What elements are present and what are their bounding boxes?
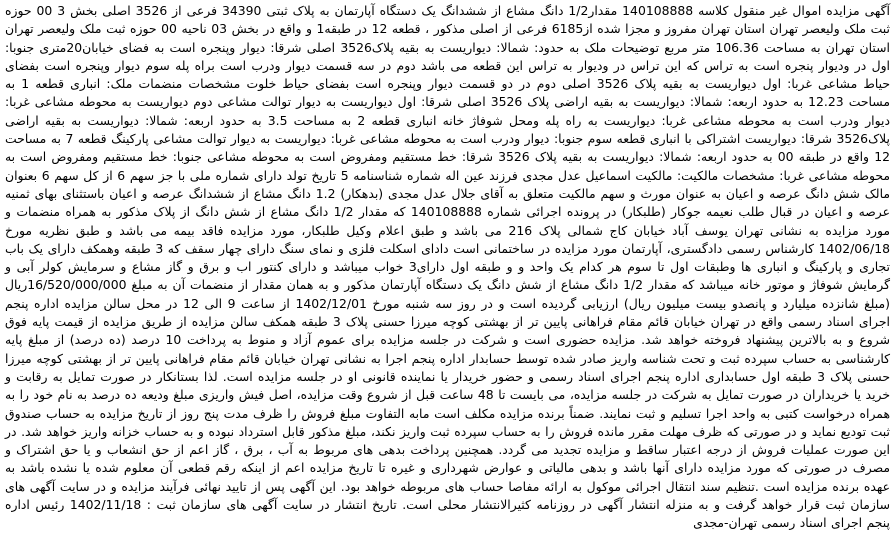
auction-notice-text: آگهی مزایده اموال غیر منقول کلاسه 140108888 مقدار1/2 دانگ مشاع از ششدانگ یک دستگاه آپارتمان به پلاک ثبتی 34390 فرعی از 3526 اصلی بخش 3 00 حوزه ثبت ملک ولیعصر تهران استان تهران مفروز و مجزا شده از6185 فرعی از اصلی مذکور ، قطعه 12 در طبقه1 و واقع در بخش 03 ناحیه 00 حوزه ثبت ملک ولیعصر تهران استان تهران به مساحت 106.36 متر مربع توضیحات ملک به حدود: شمالا: دیواریست به بقیه پلاک3526 اصلی شرقا: دیوار وپنجره است به فضای خیابان20متری جنوبا: اول در ودیوار پنجره است به تراس که این تراس در ودیوار به تراس این قطعه می باشد دوم در سه قسمت دیوار ودرب است براه پله سوم دیوار وپنجره است بفضای حیاط مشاعی غربا: اول دیواریست به بقیه پلاک 3526 اصلی دوم در دو قسمت دیوار وپنجره است بفضای حیاط خلوت مشخصات منضمات ملک: انباری قطعه 1 به مساحت 12.23 به حدود اربعه: شمالا: دیواریست به بقیه اراضی پلاک 3526 اصلی شرقا: اول دیواریست به دیوار توالت مشاعی دوم دیواریست به محوطه مشاعی غربا: دیوار ودرب است به محوطه مشاعی غربا: دیواریست به راه پله ومحل شوفاژ خانه انباری قطعه 2 به مساحت 3.5 به حدود اربعه: شمالا: دیواریست به بقیه اراضی پلاک3526 شرقا: دیواریست اشتراکی با انباری قطعه سوم جنوبا: دیوار ودرب است به محوطه مشاعی غربا: دیواریست به دیوار توالت مشاعی پارکینگ قطعه 7 به مساحت 12 واقع در طبقه 00 به حدود اربعه: شمالا: دیواریست به بقیه پلاک 3526 شرقا: خط مستقیم ومفروض است به محوطه مشاعی جنوبا: خط مستقیم ومفروض است به محوطه مشاعی غربا: مشخصات مالکیت: مالکیت اسماعیل عدل مجدی فرزند عین اله شماره شناسنامه 5 تاریخ تولد دارای شماره ملی با جز سهم 6 از کل سهم 6 بعنوان مالک شش دانگ عرصه و اعیان به عنوان مورث و سهم مالکیت متعلق به آقای جلال عدل مجدی (بدهکار) 1.2 دانگ مشاع از ششدانگ عرصه و اعیان باستثنای بهای ثمنیه عرصه و اعیان در قبال طلب نعیمه جوکار (طلبکار) در پرونده اجرائی شماره 140108888 که مقدار 1/2 دانگ مشاع از شش دانگ از پلاک مذکور به همراه منضمات و مورد مزایده به نشانی تهران یوسف آباد خیابان کاج شمالی پلاک 216 می باشد و طبق اعلام وکیل طلبکار، مورد مزایده فاقد بیمه می باشد و طبق نظریه مورخ 1402/06/18 کارشناس رسمی دادگستری، آپارتمان مورد مزایده در ساختمانی است دادای اسکلت فلزی و نمای سنگ دارای چهار سقف که 3 طبقه وهمکف دارای یک باب تجاری و پارکینگ و انباری ها وطبقات اول تا سوم هر کدام یک واحد و و طبقه اول دارای3 خواب میباشد و دارای کنتور اب و برق و گاز مشاع و سرمایش کولر آبی و گرمایش شوفاژ و موتور خانه میباشد که مقدار 1/2 دانگ مشاع از شش دانگ یک دستگاه آپارتمان مذکور و به همان مقدار از منضمات آن به مبلغ 16/520/000/000ریال (مبلغ شانزده میلیارد و پانصدو بیست میلیون ریال) ارزیابی گردیده است و در روز سه شنبه مورخ 1402/12/01 از ساعت 9 الی 12 در محل سالن مزایده اداره پنجم اجرای اسناد رسمی واقع در تهران خیابان قائم مقام فراهانی پایین تر از بهشتی کوچه میرزا حسنی پلاک 3 طبقه همکف سالن مزایده از طریق مزایده از قیمت پایه فوق شروع و به بالاترین پیشنهاد فروخته خواهد شد. مزایده حضوری است و شرکت در جلسه مزایده برای عموم آزاد و منوط به پرداخت 10 درصد (ده درصد) از مبلغ پایه کارشناسی به حساب سپرده ثبت و تحت شناسه واریز صادر شده توسط حسابدار اداره پنجم اجرا به نشانی تهران خیابان قائم مقام فراهانی پایین تر از بهشتی کوچه میرزا حسنی پلاک 3 طبقه اول حسابداری اداره پنجم اجرای اسناد رسمی و حضور خریدار یا نماینده قانونی او در جلسه مزایده است. لذا بستانکار در صورت تمایل به رقابت و خرید یا خریداران در صورت تمایل به شرکت در جلسه مزایده، می بایست تا 48 ساعت قبل از شروع وقت مزایده، اصل فیش واریزی مبلغ ودیعه ده درصد به نام خود را به همراه درخواست کتبی به واحد اجرا تسلیم و ثبت نمایند. ضمناً برنده مزایده مکلف است مابه التفاوت مبلغ فروش را ظرف مدت پنج روز از تاریخ مزایده به حساب صندوق ثبت تودیع نماید و در صورتی که ظرف مهلت مقرر مانده فروش را به حساب سپرده ثبت واریز نکند، مبلغ مذکور قابل استرداد نبوده و به حساب خزانه واریز خواهد شد. در این صورت عملیات فروش از درجه اعتبار ساقط و مزایده تجدید می گردد. همچنین پرداخت بدهی های مربوط به آب ، برق ، گاز اعم از حق انشعاب و یا حق اشتراک و مصرف در صورتی که مورد مزایده دارای آنها باشد و بدهی مالیاتی و عوارض شهرداری و غیره تا تاریخ مزایده اعم از اینکه رقم قطعی آن معلوم شده یا نشده باشد به عهده برنده مزایده است .تنظیم سند انتقال اجرائی موکول به ارائه مفاصا حساب های مربوطه خواهد بود. این آگهی پس از تایید نهائی فرآیند مزایده و در سایت آگهی های سازمان ثبت قرار خواهد گرفت و به منزله انتشار آگهی در روزنامه کثیرالانتشار محلی است. تاریخ انتشار در سایت آگهی های سازمان ثبت : 1402/11/18 رئیس اداره پنجم اجرای اسناد رسمی تهران-مجدی xyxy=(5,3,891,531)
